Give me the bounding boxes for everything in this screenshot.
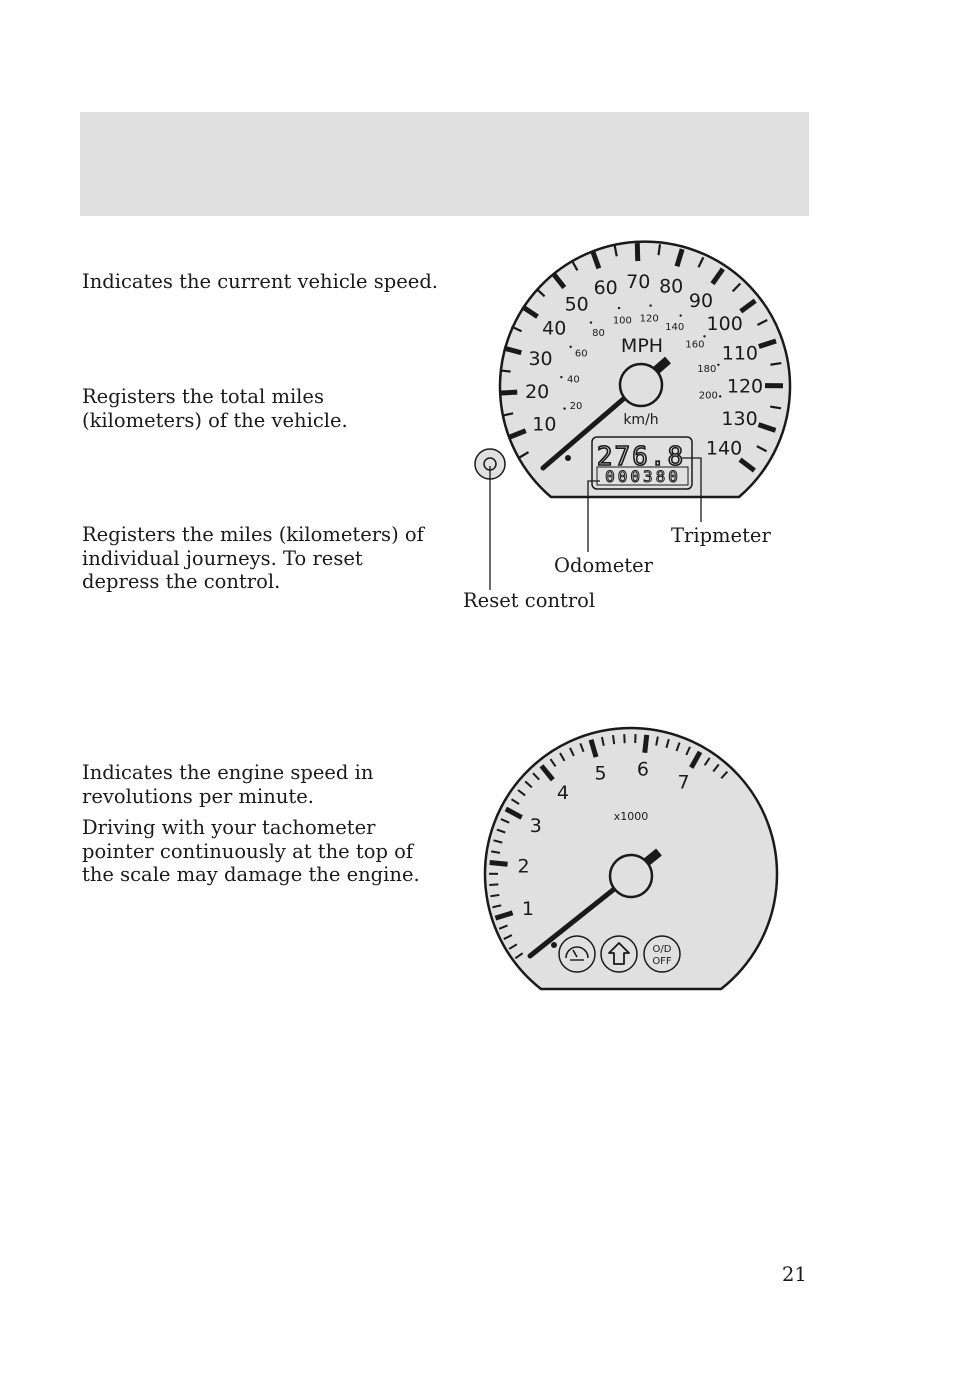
kmh-label: 60 xyxy=(574,348,588,360)
kmh-label: 20 xyxy=(569,401,583,413)
mph-label: 80 xyxy=(659,275,684,298)
kmh-label: 120 xyxy=(639,313,659,325)
mph-label: 120 xyxy=(726,375,764,398)
mph-label: 60 xyxy=(593,277,618,300)
tachometer-warning: Driving with your tachometer pointer continuously at the top of the scale may damage the engine. xyxy=(82,816,420,886)
kmh-label: 180 xyxy=(697,363,717,375)
od-off-line1: O/D xyxy=(652,944,672,955)
tachometer-hub xyxy=(610,855,652,897)
rpm-tick xyxy=(490,863,508,865)
mph-label: 50 xyxy=(564,293,589,316)
tach-stop-dot xyxy=(551,942,557,948)
mph-label: 40 xyxy=(542,317,567,340)
rpm-label: 3 xyxy=(529,814,542,837)
rpm-tick xyxy=(613,735,614,744)
rpm-label: 4 xyxy=(556,782,569,805)
mph-unit-label: MPH xyxy=(620,335,664,357)
od-off-icon xyxy=(644,936,680,972)
rpm-tick xyxy=(489,884,498,885)
kmh-label: 160 xyxy=(685,339,705,351)
mph-label: 110 xyxy=(721,342,759,365)
kmh-label: 80 xyxy=(592,327,605,339)
reset-control-callout: Reset control xyxy=(463,589,596,612)
tachometer-description: Indicates the engine speed in revolutions per minute. xyxy=(82,761,374,808)
mph-label: 100 xyxy=(706,313,743,336)
kmh-label: 200 xyxy=(698,390,718,402)
rpm-tick xyxy=(645,735,647,753)
rpm-label: 6 xyxy=(636,758,650,781)
trip-reading: 276.8 xyxy=(596,442,686,472)
tripmeter-callout: Tripmeter xyxy=(671,524,771,547)
mph-label: 140 xyxy=(705,437,743,460)
mph-label: 130 xyxy=(721,408,758,431)
speed-control-icon xyxy=(559,936,595,972)
odometer-callout: Odometer xyxy=(554,554,653,577)
odometer-reading: 000380 xyxy=(605,467,681,486)
kmh-unit-label: km/h xyxy=(623,412,659,428)
mph-label: 10 xyxy=(532,413,557,436)
page-number: 21 xyxy=(782,1263,807,1286)
rpm-label: 5 xyxy=(594,762,607,785)
speedometer-description: Indicates the current vehicle speed. xyxy=(82,270,438,293)
kmh-label: 40 xyxy=(566,374,580,386)
mph-label: 30 xyxy=(528,347,553,370)
rpm-multiplier: x1000 xyxy=(613,810,649,823)
od-off-line2: OFF xyxy=(652,956,672,967)
rpm-label: 7 xyxy=(677,771,690,794)
mph-label: 20 xyxy=(525,380,550,403)
odometer-description: Registers the total miles (kilometers) of the vehicle. xyxy=(82,385,348,432)
rpm-tick xyxy=(490,895,499,896)
rpm-label: 1 xyxy=(521,898,534,921)
kmh-label: 140 xyxy=(665,321,685,333)
rpm-label: 2 xyxy=(517,855,530,878)
tripmeter-description: Registers the miles (kilometers) of individual journeys. To reset depress the control. xyxy=(82,523,424,593)
mph-label: 70 xyxy=(626,271,651,294)
shift-indicator-icon xyxy=(601,936,637,972)
mph-label: 90 xyxy=(688,290,714,313)
kmh-label: 100 xyxy=(612,315,632,327)
